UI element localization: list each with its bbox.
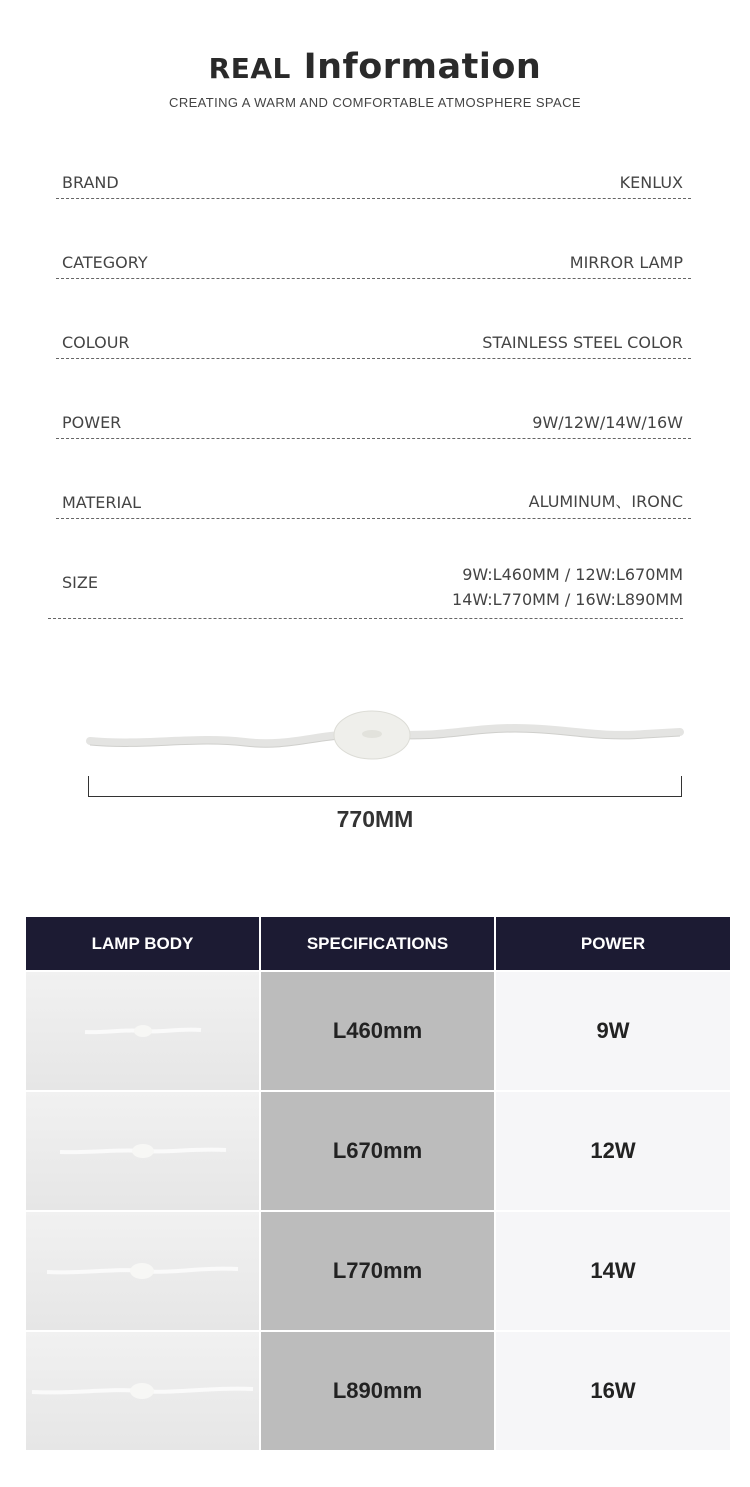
spec-value: ALUMINUM、IRONC [528,492,683,511]
page-title [0,45,750,91]
spec-row-category [56,248,691,279]
power-cell: 9W [496,972,730,1090]
spec-key: COLOUR [62,333,130,352]
title-prefix: REAL [208,52,291,85]
spec-row-brand [56,168,691,199]
spec-key: POWER [62,413,122,432]
lamp-image [85,700,685,780]
spec-cell: L770mm [261,1212,494,1330]
table-row [26,1212,730,1330]
header-lamp-body: LAMP BODY [26,917,259,970]
spec-key: MATERIAL [62,493,142,512]
lamp-thumbnail-icon [45,1260,240,1282]
dimension-line [88,776,682,797]
spec-row-size [48,558,683,619]
title-main: Information [303,47,542,87]
lamp-thumbnail-icon [30,1380,255,1402]
power-cell: 12W [496,1092,730,1210]
lamp-thumbnail-icon [83,1021,203,1041]
spec-key: SIZE [62,573,98,592]
power-cell: 16W [496,1332,730,1450]
spec-row-power [56,408,691,439]
spec-row-material [56,488,691,519]
table-row [26,1092,730,1210]
header-specifications: SPECIFICATIONS [261,917,494,970]
lamp-body-image [26,1212,259,1330]
spec-value [452,562,683,612]
header [0,45,750,110]
spec-table [26,917,730,1450]
spec-row-colour [56,328,691,359]
table-header [26,917,730,970]
spec-key: CATEGORY [62,253,148,272]
lamp-thumbnail-icon [58,1141,228,1161]
table-row [26,1332,730,1450]
spec-value: STAINLESS STEEL COLOR [482,333,683,352]
spec-value: MIRROR LAMP [569,253,683,272]
spec-value: KENLUX [619,173,683,192]
size-line-2: 14W:L770MM / 16W:L890MM [452,590,683,609]
spec-cell: L460mm [261,972,494,1090]
power-cell: 14W [496,1212,730,1330]
table-row [26,972,730,1090]
spec-cell: L670mm [261,1092,494,1210]
page-subtitle: CREATING A WARM AND COMFORTABLE ATMOSPHERE SPACE [169,95,581,110]
wave-lamp-illustration [85,700,685,780]
header-power: POWER [496,917,730,970]
spec-key: BRAND [62,173,119,192]
dimension-label: 770MM [336,806,414,832]
size-line-1: 9W:L460MM / 12W:L670MM [462,565,683,584]
spec-cell: L890mm [261,1332,494,1450]
lamp-body-image [26,1092,259,1210]
lamp-body-image [26,1332,259,1450]
lamp-body-image [26,972,259,1090]
spec-value: 9W/12W/14W/16W [532,413,683,432]
